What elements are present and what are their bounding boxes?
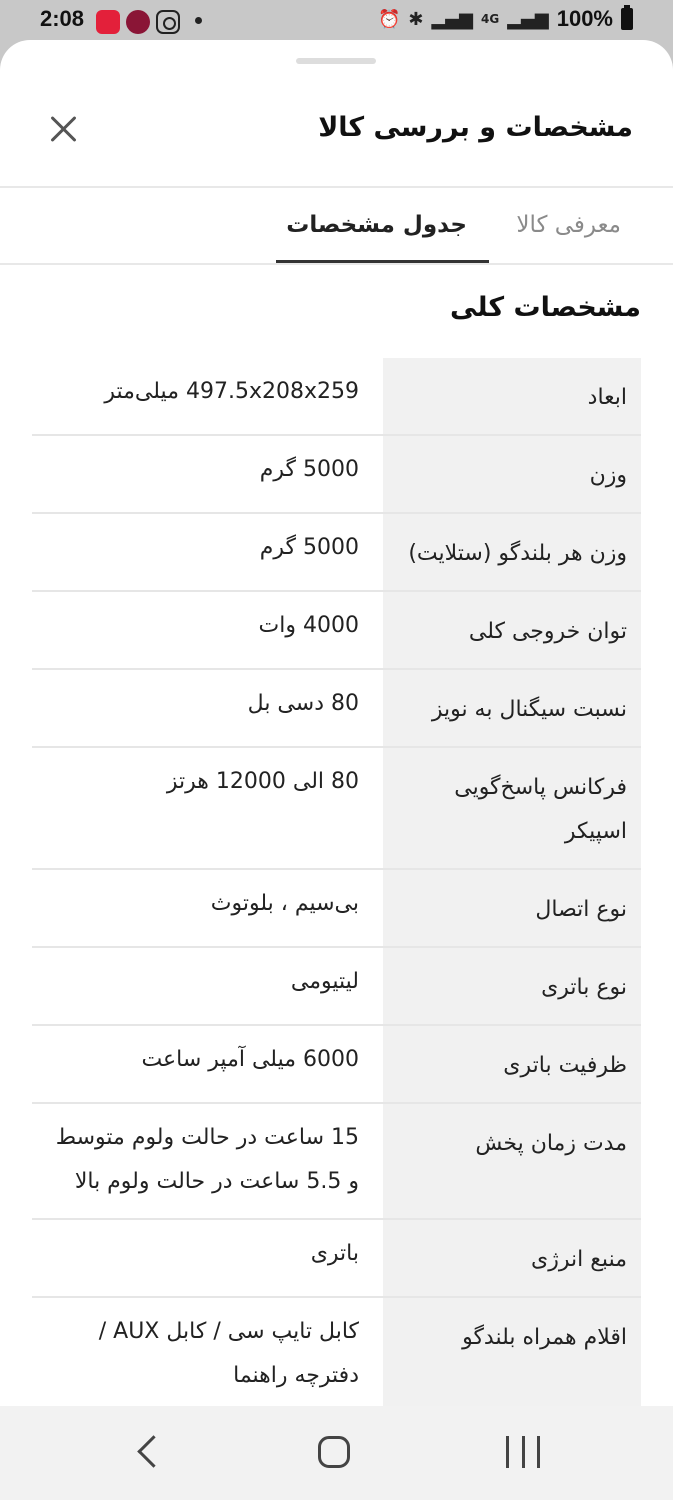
spec-row bbox=[32, 1298, 641, 1406]
spec-key: اقلام همراه بلندگو bbox=[383, 1298, 641, 1406]
spec-row bbox=[32, 1220, 641, 1298]
spec-row bbox=[32, 748, 641, 870]
sheet-header bbox=[0, 80, 673, 186]
spec-key: نوع باتری bbox=[383, 948, 641, 1024]
divider bbox=[0, 263, 673, 265]
battery-percent: 100% bbox=[556, 6, 613, 31]
spec-value: 80 الی 12000 هرتز bbox=[166, 769, 359, 794]
tab-specs-table[interactable]: جدول مشخصات bbox=[286, 212, 467, 238]
home-icon[interactable] bbox=[318, 1436, 350, 1468]
spec-value: 15 ساعت در حالت ولوم متوسط و 5.5 ساعت در حالت ولوم بالا bbox=[55, 1125, 359, 1194]
status-time: 2:08 bbox=[40, 6, 85, 31]
spec-key: ظرفیت باتری bbox=[383, 1026, 641, 1102]
spec-row bbox=[32, 514, 641, 592]
back-icon[interactable] bbox=[134, 1434, 164, 1470]
spec-value: باتری bbox=[310, 1241, 359, 1266]
spec-value: 5000 گرم bbox=[259, 457, 359, 482]
spec-value: لیتیومی bbox=[290, 969, 359, 994]
spec-key: نسبت سیگنال به نویز bbox=[383, 670, 641, 746]
spec-key: توان خروجی کلی bbox=[383, 592, 641, 668]
close-icon[interactable] bbox=[44, 110, 84, 150]
spec-key: نوع اتصال bbox=[383, 870, 641, 946]
app-notification-icon bbox=[126, 10, 150, 34]
spec-value: بی‌سیم ، بلوتوث bbox=[210, 891, 359, 916]
spec-row bbox=[32, 1026, 641, 1104]
4g-icon: 4G bbox=[480, 12, 500, 26]
instagram-icon bbox=[156, 10, 180, 34]
signal-icon: ▂▄▆ bbox=[431, 8, 473, 30]
spec-row bbox=[32, 1104, 641, 1220]
spec-key: فرکانس پاسخ‌گویی اسپیکر bbox=[383, 748, 641, 868]
recent-apps-icon[interactable] bbox=[506, 1436, 540, 1468]
status-icons bbox=[378, 6, 633, 32]
spec-row bbox=[32, 870, 641, 948]
tab-bar bbox=[0, 188, 673, 264]
spec-table bbox=[32, 358, 641, 1406]
spec-row bbox=[32, 592, 641, 670]
sheet-title: مشخصات و بررسی کالا bbox=[318, 112, 633, 143]
spec-row bbox=[32, 436, 641, 514]
spec-row bbox=[32, 358, 641, 436]
battery-icon bbox=[621, 8, 633, 30]
section-title: مشخصات کلی bbox=[450, 292, 641, 323]
spec-value: 80 دسی بل bbox=[247, 691, 359, 716]
spec-key: وزن هر بلندگو (ستلایت) bbox=[383, 514, 641, 590]
spec-key: منبع انرژی bbox=[383, 1220, 641, 1296]
signal-icon: ▂▄▆ bbox=[507, 8, 549, 30]
spec-key: وزن bbox=[383, 436, 641, 512]
spec-value: کابل تایپ سی / کابل AUX / دفترچه راهنما bbox=[98, 1319, 359, 1388]
spec-value: 4000 وات bbox=[258, 613, 359, 638]
bottom-sheet bbox=[0, 40, 673, 1406]
tab-product-intro[interactable]: معرفی کالا bbox=[516, 212, 621, 238]
spec-value: 497.5x208x259 میلی‌متر bbox=[104, 379, 359, 404]
spec-value: 5000 گرم bbox=[259, 535, 359, 560]
alarm-icon: ⏰ bbox=[377, 8, 401, 30]
spec-row bbox=[32, 670, 641, 748]
drag-handle[interactable] bbox=[296, 58, 376, 64]
status-bar bbox=[0, 0, 673, 44]
system-nav-bar bbox=[0, 1406, 673, 1500]
dot-icon bbox=[195, 17, 202, 24]
spec-row bbox=[32, 948, 641, 1026]
spec-key: ابعاد bbox=[383, 358, 641, 434]
bluetooth-icon: ✱ bbox=[408, 8, 424, 30]
spec-key: مدت زمان پخش bbox=[383, 1104, 641, 1218]
spec-value: 6000 میلی آمپر ساعت bbox=[141, 1047, 359, 1072]
app-notification-icon bbox=[96, 10, 120, 34]
